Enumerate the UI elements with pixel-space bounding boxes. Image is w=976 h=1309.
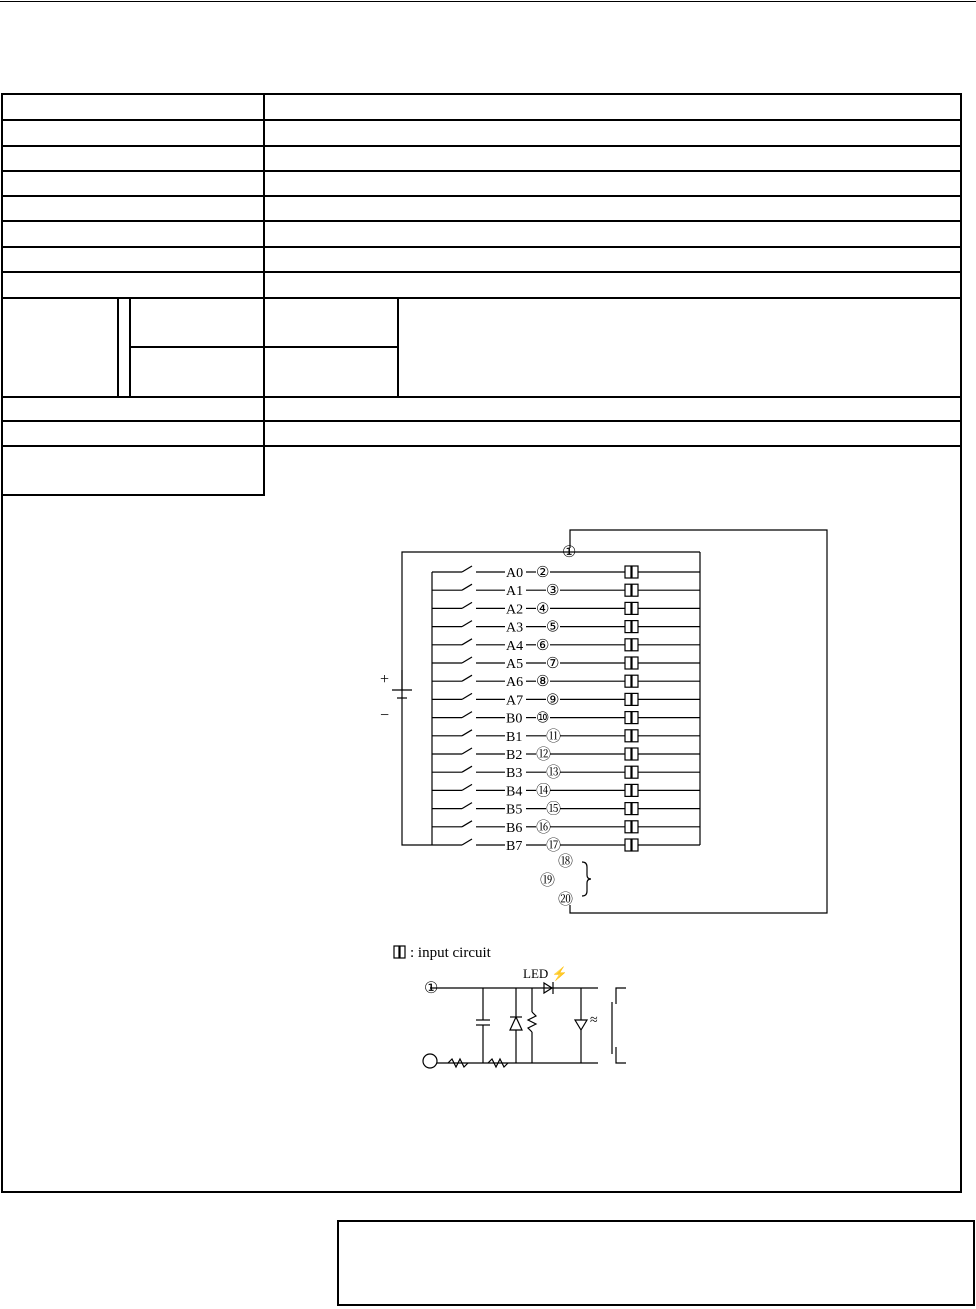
row-divider (1, 170, 962, 172)
terminal-label: ⑦ (546, 656, 560, 672)
input-label: A7 (506, 693, 524, 709)
input-row (432, 693, 700, 705)
input-circuit-box (625, 748, 631, 760)
input-label: B5 (506, 802, 523, 818)
terminal-label: ⑧ (536, 674, 550, 691)
row-divider (1, 494, 265, 496)
input-label: B3 (506, 766, 523, 782)
terminal-label: ⑪ (546, 728, 562, 745)
input-circuit-box (632, 821, 638, 833)
terminal-label: ⑭ (536, 783, 552, 800)
switch-contact (462, 675, 472, 681)
terminal-label: ⑥ (536, 637, 550, 654)
input-circuit-box (632, 766, 638, 778)
switch-contact (462, 712, 472, 718)
terminal-label: ④ (536, 601, 550, 618)
input-row (432, 803, 700, 815)
wiring-diagram (370, 520, 840, 1080)
input-row (432, 712, 700, 724)
switch-contact (462, 584, 472, 590)
terminal-label: ② (536, 565, 550, 581)
input-row (432, 821, 700, 833)
terminal-1-label: ① (562, 544, 577, 561)
input-circuit-box (632, 621, 638, 633)
row-divider (1, 396, 962, 398)
input-label: A4 (506, 638, 524, 654)
input-circuit-box (632, 748, 638, 760)
terminal-label: ⑯ (536, 819, 552, 836)
input-label: A5 (506, 657, 524, 672)
input-label: A2 (506, 602, 524, 618)
row-divider (1, 246, 962, 248)
switch-contact (462, 657, 472, 663)
input-circuit-box (625, 657, 631, 669)
input-circuit-box (632, 839, 638, 851)
input-circuit-box (625, 821, 631, 833)
input-circuit-box (625, 712, 631, 724)
input-row (432, 639, 700, 651)
input-row (432, 602, 700, 614)
terminal-20-label: ⑳ (558, 892, 574, 908)
row-divider (1, 445, 962, 447)
input-label: A6 (506, 675, 524, 691)
polarity-plus-label: + (380, 671, 390, 688)
isolation-symbol: ≈ (590, 1013, 598, 1028)
input-circuit-box (625, 784, 631, 796)
row-divider (1, 420, 962, 422)
input-circuit-box (632, 803, 638, 815)
input-row (432, 621, 700, 633)
input-circuit-box (625, 693, 631, 705)
switch-contact (462, 784, 472, 790)
input-row (432, 839, 700, 851)
polarity-minus-label: − (380, 707, 390, 724)
input-circuit-box (632, 566, 638, 578)
column-divider (129, 297, 131, 397)
input-label: B0 (506, 711, 523, 727)
input-circuit-box (625, 839, 631, 851)
input-circuit-box (632, 602, 638, 614)
led-label: LED ⚡ (523, 966, 568, 981)
input-circuit-box (632, 784, 638, 796)
switch-contact (462, 693, 472, 699)
input-circuit-box (625, 803, 631, 815)
input-label: B1 (506, 729, 523, 745)
top-rule (0, 1, 976, 2)
input-circuit-box (625, 766, 631, 778)
switch-contact (462, 602, 472, 608)
wiring-diagram-svg (370, 520, 840, 1080)
terminal-19-label: ⑲ (540, 873, 556, 889)
switch-contact (462, 730, 472, 736)
row-divider (1, 297, 962, 299)
terminal-label: ③ (546, 583, 560, 600)
terminal-label: ⑨ (546, 692, 560, 709)
input-circuit-box (625, 639, 631, 651)
input-label: B2 (506, 748, 523, 763)
input-row (432, 730, 700, 742)
switch-contact (462, 621, 472, 627)
column-divider (117, 297, 119, 397)
switch-contact (462, 639, 472, 645)
circuit-terminal-label: ① (424, 980, 439, 997)
input-row (432, 748, 700, 760)
input-circuit-box (625, 730, 631, 742)
input-circuit-box (632, 712, 638, 724)
input-row (432, 584, 700, 596)
input-row (432, 784, 700, 796)
input-circuit-box (625, 584, 631, 596)
column-divider (397, 297, 399, 397)
input-label: B6 (506, 820, 523, 836)
input-label: B7 (506, 839, 523, 854)
terminal-label: ⑮ (546, 801, 562, 818)
input-circuit-box (632, 675, 638, 687)
input-circuit-box (625, 602, 631, 614)
input-circuit-box (625, 621, 631, 633)
input-row (432, 566, 700, 578)
terminal-label: ⑫ (536, 747, 552, 763)
input-circuit-box (632, 730, 638, 742)
input-circuit-box (632, 584, 638, 596)
note-box (337, 1220, 975, 1306)
input-circuit-box (625, 675, 631, 687)
terminal-label: ⑩ (536, 710, 550, 727)
input-circuit-box (632, 639, 638, 651)
row-divider (1, 195, 962, 197)
row-divider (1, 145, 962, 147)
switch-contact (462, 821, 472, 827)
input-circuit-box (625, 566, 631, 578)
legend-label: : input circuit (410, 945, 491, 961)
input-label: A3 (506, 620, 524, 636)
row-divider (1, 220, 962, 222)
switch-contact (462, 839, 472, 845)
terminal-label: ⑬ (546, 765, 562, 782)
input-circuit-box (632, 693, 638, 705)
input-row (432, 675, 700, 687)
switch-contact (462, 566, 472, 572)
input-label: B4 (506, 784, 523, 800)
input-label: A0 (506, 566, 524, 581)
terminal-18-label: ⑱ (558, 854, 574, 870)
input-row (432, 657, 700, 669)
row-divider (1, 271, 962, 273)
switch-contact (462, 748, 472, 754)
input-row (432, 766, 700, 778)
input-label: A1 (506, 584, 524, 600)
terminal-label: ⑰ (546, 838, 562, 854)
switch-contact (462, 766, 472, 772)
terminal-label: ⑤ (546, 619, 560, 636)
input-circuit-box (632, 657, 638, 669)
row-divider (1, 119, 962, 121)
column-divider (263, 93, 265, 495)
switch-contact (462, 803, 472, 809)
